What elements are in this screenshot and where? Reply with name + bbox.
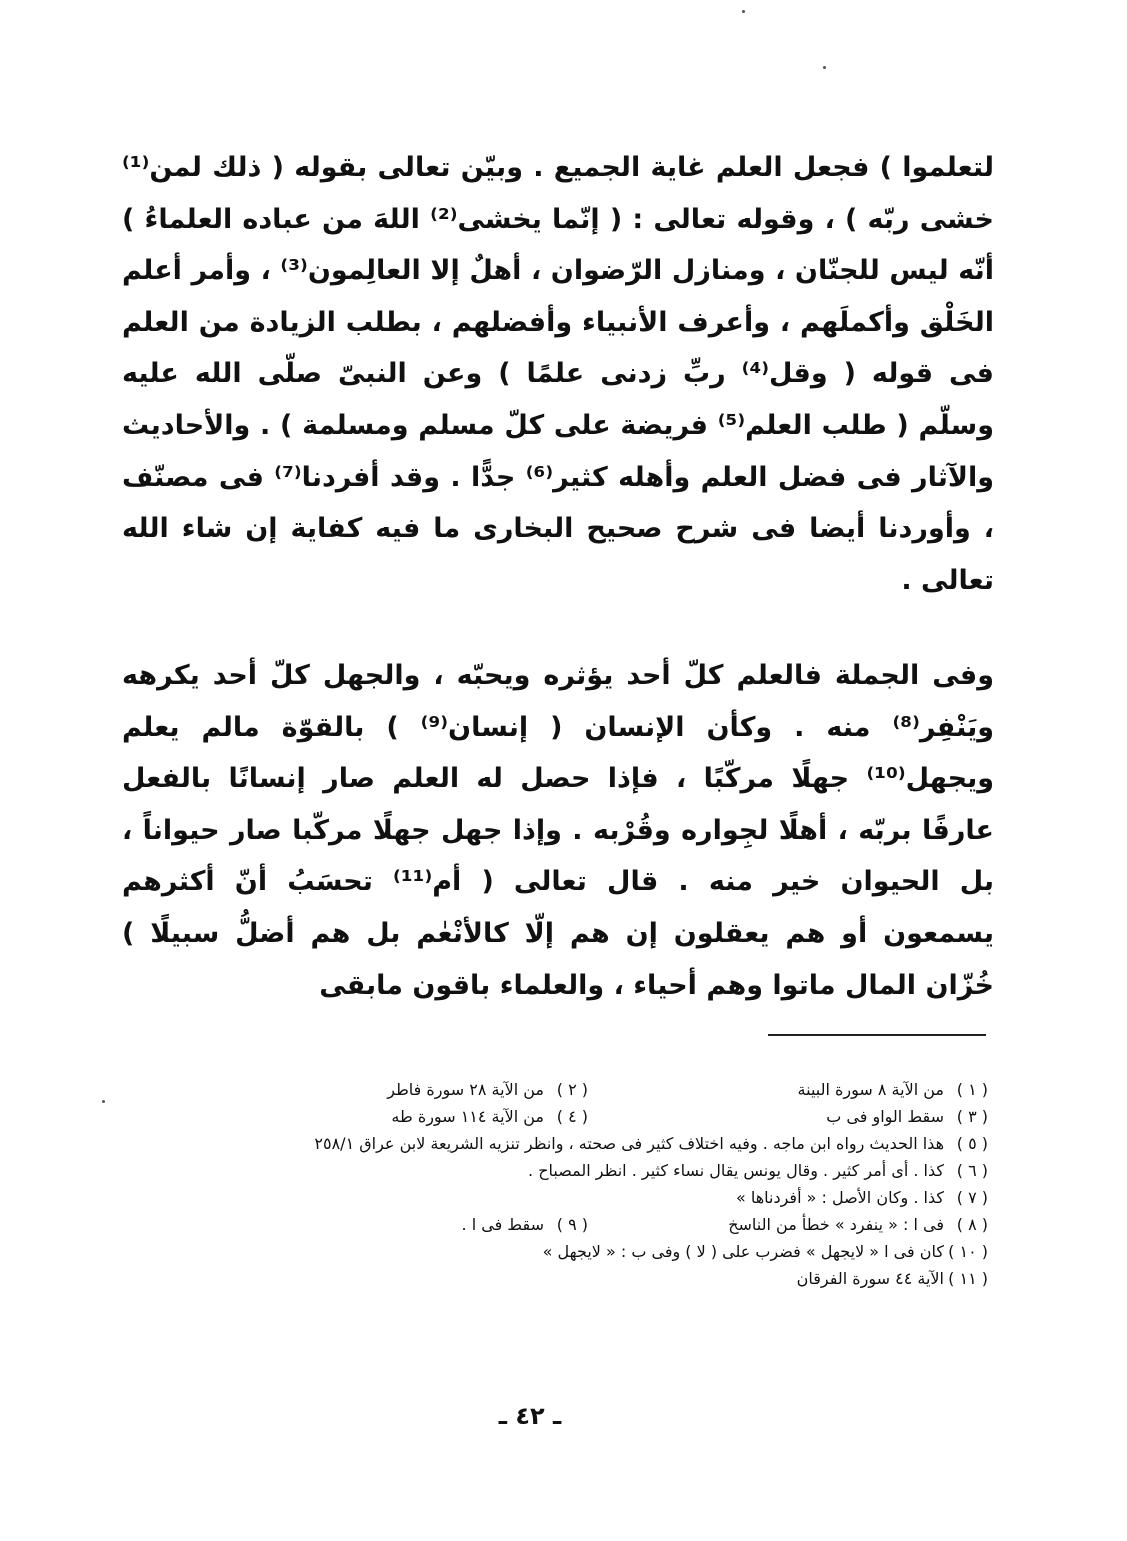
footnote-11 bbox=[150, 1265, 988, 1292]
footnote-number: ( ٢ ) bbox=[556, 1080, 588, 1099]
footnote-text: سقط الواو فى ب bbox=[826, 1107, 944, 1126]
footnote-9 bbox=[328, 1211, 588, 1238]
footnote-number: ( ١١ ) bbox=[948, 1269, 988, 1288]
footnote-text: فى ا : « ينفرد » خطأ من الناسخ bbox=[728, 1215, 944, 1234]
footnote-3 bbox=[588, 1103, 988, 1130]
footnote-text: من الآية ٢٨ سورة فاطر bbox=[387, 1080, 544, 1099]
footnote-1 bbox=[588, 1076, 988, 1103]
footnote-text: سقط فى ا . bbox=[461, 1215, 544, 1234]
footnote-10 bbox=[150, 1238, 988, 1265]
body-paragraph-1: لتعلموا ) فجعل العلم غاية الجميع . وبيّن تعالى بقوله ( ذلك لمن⁽¹⁾ خشى ربّه ) ، وقوله تعالى : ( إنّما يخشى⁽²⁾ اللهَ من عباده العلماءُ ) أنّه ليس للجنّان ، ومنازل الرّضوان ، أهلٌ إلا العالِمون⁽³⁾ ، وأمر أعلم الخَلْق وأكملَهم ، وأعرف الأنبياء وأفضلهم ، بطلب الزيادة من العلم فى قوله ( وقل⁽⁴⁾ ربِّ زدنى علمًا ) وعن النبىّ صلّى الله عليه وسلّم ( طلب العلم⁽⁵⁾ فريضة على كلّ مسلم ومسلمة ) . والأحاديث والآثار فى فضل العلم وأهله كثير⁽⁶⁾ جدًّا . وقد أفردنا⁽⁷⁾ فى مصنّف ، وأوردنا أيضا فى شرح صحيح البخارى ما فيه كفاية إن شاء الله تعالى . bbox=[122, 152, 995, 596]
footnote-7 bbox=[150, 1184, 988, 1211]
footnote-8 bbox=[588, 1211, 988, 1238]
footnotes-section bbox=[150, 1076, 988, 1292]
footnote-number: ( ١٠ ) bbox=[948, 1242, 988, 1261]
footnote-number: ( ٣ ) bbox=[956, 1107, 988, 1126]
footnote-text: كذا . أى أمر كثير . وقال يونس يقال نساء كثير . انظر المصباح . bbox=[528, 1161, 944, 1180]
footnote-number: ( ٩ ) bbox=[556, 1215, 588, 1234]
page-number: ـ ٤٢ ـ bbox=[498, 1402, 562, 1430]
scan-speck bbox=[102, 1100, 105, 1103]
footnote-text: كان فى ا « لايجهل » فضرب على ( لا ) وفى ب : « لايجهل » bbox=[542, 1242, 944, 1261]
footnote-number: ( ٥ ) bbox=[956, 1134, 988, 1153]
footnote-text: الآية ٤٤ سورة الفرقان bbox=[796, 1269, 944, 1288]
scan-speck bbox=[742, 10, 745, 13]
footnote-2 bbox=[328, 1076, 588, 1103]
footnote-number: ( ٦ ) bbox=[956, 1161, 988, 1180]
footnote-6 bbox=[150, 1157, 988, 1184]
footnote-number: ( ٧ ) bbox=[956, 1188, 988, 1207]
footnote-5 bbox=[150, 1130, 988, 1157]
footnote-separator bbox=[768, 1034, 986, 1036]
footnote-number: ( ٨ ) bbox=[956, 1215, 988, 1234]
footnote-text: كذا . وكان الأصل : « أفردناها » bbox=[735, 1188, 944, 1207]
footnote-number: ( ١ ) bbox=[956, 1080, 988, 1099]
footnote-text: هذا الحديث رواه ابن ماجه . وفيه اختلاف كثير فى صحته ، وانظر تنزيه الشريعة لابن عراق ٢٥٨/١ bbox=[314, 1134, 944, 1153]
body-paragraph-2: وفى الجملة فالعلم كلّ أحد يؤثره ويحبّه ، والجهل كلّ أحد يكرهه ويَنْفِر⁽⁸⁾ منه . وكأن الإنسان ( إنسان⁽⁹⁾ ) بالقوّة مالم يعلم ويجهل⁽¹⁰⁾ جهلًا مركّبًا ، فإذا حصل له العلم صار إنسانًا بالفعل عارفًا بربّه ، أهلًا لجِواره وقُرْبه . وإذا جهل جهلًا مركّبا صار حيواناً ، بل الحيوان خير منه . قال تعالى ( أم⁽¹¹⁾ تحسَبُ أنّ أكثرهم يسمعون أو هم يعقلون إن هم إلّا كالأنْعٰم بل هم أضلُّ سبيلًا ) خُزّان المال ماتوا وهم أحياء ، والعلماء باقون مابقى bbox=[122, 660, 995, 1001]
footnote-4 bbox=[328, 1103, 588, 1130]
footnote-row bbox=[150, 1076, 988, 1103]
scan-speck bbox=[823, 66, 826, 69]
footnote-text: من الآية ١١٤ سورة طه bbox=[391, 1107, 544, 1126]
footnote-number: ( ٤ ) bbox=[556, 1107, 588, 1126]
footnote-row bbox=[150, 1211, 988, 1238]
footnote-text: من الآية ٨ سورة البينة bbox=[797, 1080, 944, 1099]
footnote-row bbox=[150, 1103, 988, 1130]
